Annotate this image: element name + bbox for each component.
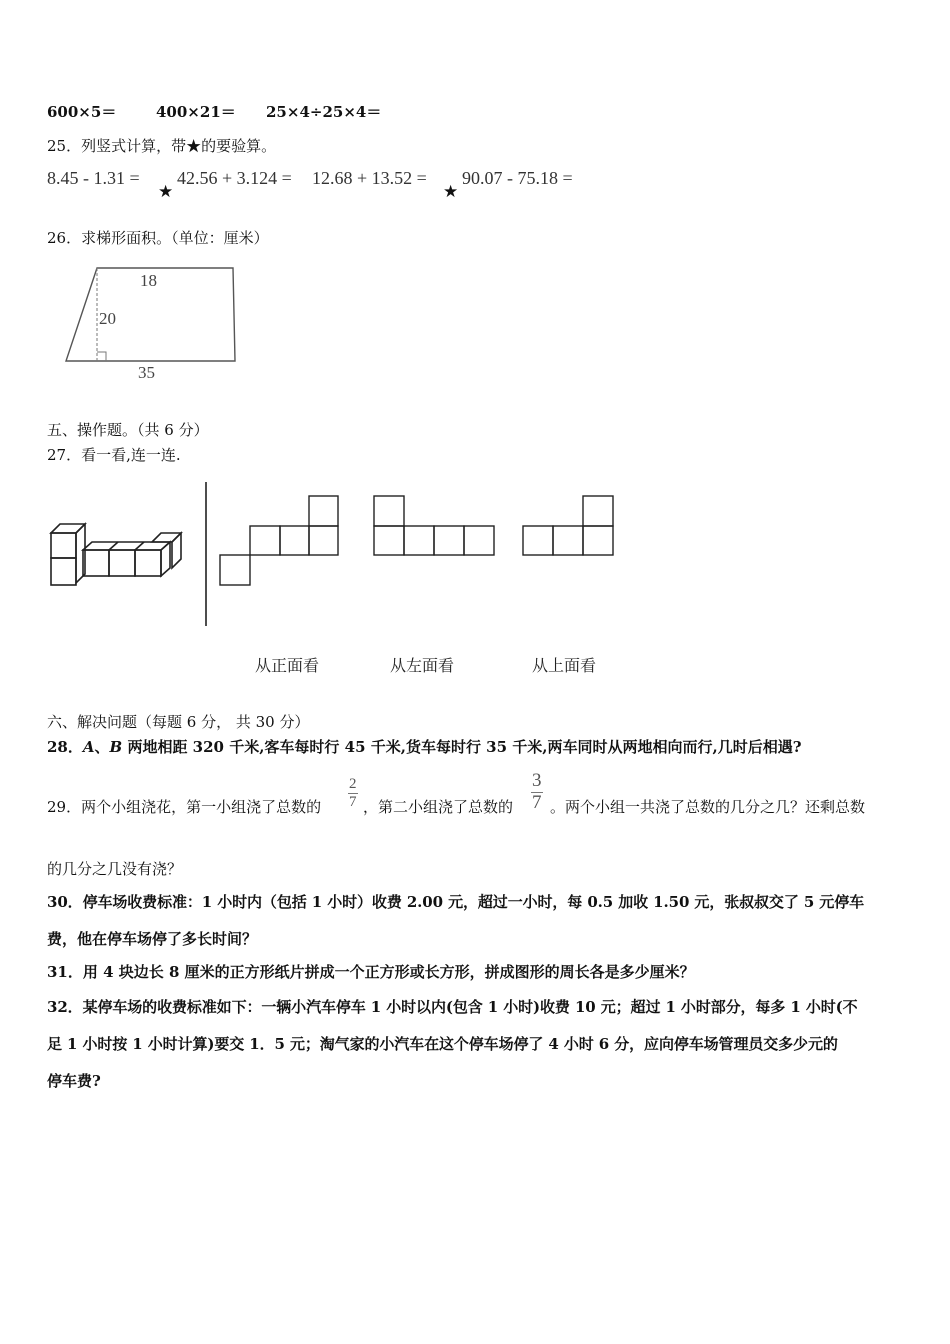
q32-line-2: 足 1 小时按 1 小时计算)要交 1．5 元；淘气家的小汽车在这个停车场停了 4 小时 6 分，应向停车场管理员交多少元的	[47, 1035, 838, 1053]
q29-fraction-2	[531, 771, 543, 814]
q29-fraction-2-num: 3	[532, 770, 542, 791]
q28-point-a: A	[82, 738, 95, 756]
label-front-view: 从正面看	[255, 656, 320, 675]
calc-item-1: 600×5＝	[47, 103, 117, 121]
q28-sep: 、	[94, 738, 110, 756]
q25-expr-1: 8.45 - 1.31 =	[47, 168, 140, 188]
calc-item-3: 25×4÷25×4＝	[266, 103, 382, 121]
section-5-title: 五、操作题。（共 6 分）	[47, 421, 209, 439]
view-grid-3	[521, 494, 617, 558]
q28-point-b: B	[109, 738, 123, 756]
q30-line-2: 费，他在停车场停了多长时间？	[47, 930, 258, 948]
q29-line-2: 的几分之几没有浇？	[47, 860, 183, 878]
q25-expr-2: 42.56 + 3.124 =	[177, 168, 292, 188]
trapezoid-height-label: 20	[99, 309, 116, 328]
view-grid-1	[217, 494, 341, 588]
q29-fraction-1-den: 7	[349, 793, 357, 810]
q28-body: 两地相距 320 千米,客车每时行 45 千米,货车每时行 35 千米,两车同时从两地相向而行,几时后相遇?	[122, 738, 802, 756]
q25-expr-4: 90.07 - 75.18 =	[462, 168, 573, 188]
q25-expr-3: 12.68 + 13.52 =	[312, 168, 427, 188]
q29-fraction-1	[348, 776, 358, 810]
q30-line-1: 30．停车场收费标准：1 小时内（包括 1 小时）收费 2.00 元，超过一小时，每 0.5 加收 1.50 元，张叔叔交了 5 元停车	[47, 893, 864, 911]
q29-fraction-1-num: 2	[349, 776, 357, 792]
label-left-view: 从左面看	[390, 656, 455, 675]
section-6-title: 六、解决问题（每题 6 分， 共 30 分）	[47, 713, 310, 731]
q31-line-1: 31．用 4 块边长 8 厘米的正方形纸片拼成一个正方形或长方形，拼成图形的周长各是多少厘米？	[47, 963, 695, 981]
q28-text	[47, 737, 802, 757]
q29-part-3: 。两个小组一共浇了总数的几分之几？还剩总数	[550, 798, 866, 816]
q32-line-3: 停车费?	[47, 1072, 101, 1090]
cube-stack-figure	[48, 520, 186, 588]
divider-line	[203, 482, 209, 626]
q32-line-1: 32．某停车场的收费标准如下：一辆小汽车停车 1 小时以内(包含 1 小时)收费 10 元；超过 1 小时部分，每多 1 小时(不	[47, 998, 858, 1016]
calc-item-2: 400×21＝	[156, 103, 236, 121]
q29-part-1: 29．两个小组浇花，第一小组浇了总数的	[47, 798, 322, 816]
q28-num: 28．	[47, 738, 83, 756]
trapezoid-top-label: 18	[140, 271, 157, 290]
q25-title: 25．列竖式计算，带★的要验算。	[47, 137, 277, 155]
q29-part-2: ，第二小组浇了总数的	[363, 798, 514, 816]
q29-fraction-2-den: 7	[532, 791, 542, 813]
label-top-view: 从上面看	[532, 656, 597, 675]
trapezoid-figure	[60, 262, 250, 384]
star-icon: ★	[443, 182, 459, 202]
q26-title: 26．求梯形面积。（单位：厘米）	[47, 229, 269, 247]
star-icon: ★	[158, 182, 174, 202]
trapezoid-bottom-label: 35	[138, 363, 155, 382]
view-grid-2	[372, 494, 498, 558]
q27-title: 27．看一看,连一连.	[47, 446, 181, 464]
